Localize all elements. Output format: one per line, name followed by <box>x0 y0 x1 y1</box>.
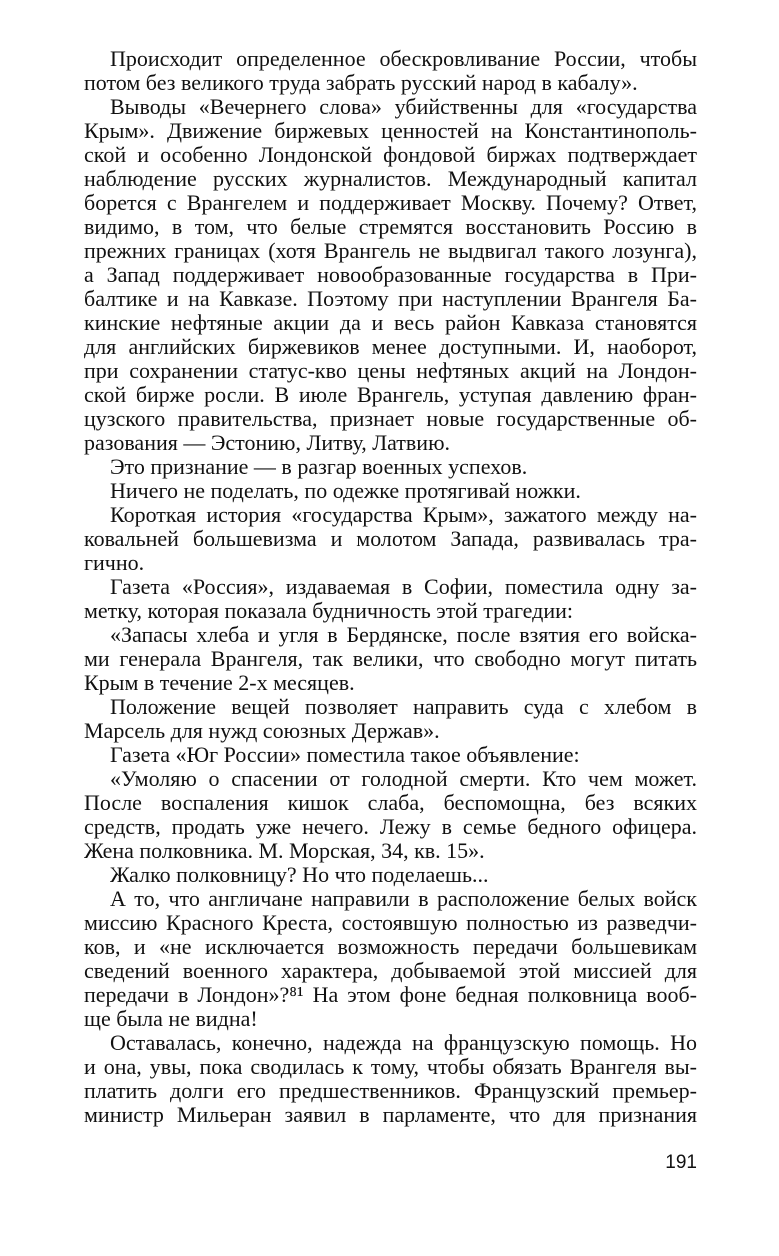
paragraph <box>84 743 697 767</box>
text-line: Это признание — в разгар военных успехов. <box>110 454 528 479</box>
text-line: средств, продать уже нечего. Лежу в семье бедного офицера. <box>84 815 697 839</box>
text-line: для английских биржевиков менее доступными. И, наоборот, <box>84 335 697 359</box>
text-line: Жалко полковницу? Но что поделаешь... <box>110 862 489 887</box>
text-line: «Запасы хлеба и угля в Бердянске, после взятия его войска- <box>110 623 697 647</box>
text-line: ще была не видна! <box>84 1006 258 1031</box>
page-number: 191 <box>665 1152 697 1173</box>
text-line: После воспаления кишок слаба, беспомощна, без всяких <box>84 791 697 815</box>
paragraph <box>84 47 697 95</box>
text-line: передачи в Лондон»?⁸¹ На этом фоне бедная полковница вооб- <box>84 983 697 1007</box>
text-line: Крым в течение 2-х месяцев. <box>84 670 355 695</box>
text-line: Положение вещей позволяет направить суда с хлебом в <box>110 695 697 719</box>
text-line: «Умоляю о спасении от голодной смерти. Кто чем может. <box>110 767 697 791</box>
text-line: Короткая история «государства Крым», зажатого между на- <box>110 503 697 527</box>
text-line: А то, что англичане направили в расположение белых войск <box>110 887 697 911</box>
text-line: Жена полковника. М. Морская, 34, кв. 15». <box>84 838 485 863</box>
text-line: разования — Эстонию, Литву, Латвию. <box>84 430 451 455</box>
text-line: прежних границах (хотя Врангель не выдвигал такого лозунга), <box>84 239 697 263</box>
page-body-text <box>84 47 697 1127</box>
text-line: цузского правительства, признает новые государственные об- <box>84 407 697 431</box>
paragraph <box>84 1031 697 1127</box>
paragraph <box>84 863 697 887</box>
text-line: наблюдение русских журналистов. Международный капитал <box>84 167 697 191</box>
text-line: ков, и «не исключается возможность передачи большевикам <box>84 935 697 959</box>
text-line: миссию Красного Креста, состоявшую полностью из разведчи- <box>84 911 697 935</box>
text-line: платить долги его предшественников. Французский премьер- <box>84 1079 697 1103</box>
text-line: Газета «Юг России» поместила такое объявление: <box>110 742 580 767</box>
text-line: кинские нефтяные акции да и весь район Кавказа становятся <box>84 311 697 335</box>
text-line: Происходит определенное обескровливание России, чтобы <box>110 47 697 71</box>
paragraph <box>84 887 697 1031</box>
text-line: Ничего не поделать, по одежке протягивай ножки. <box>110 478 581 503</box>
text-line: а Запад поддерживает новообразованные государства в При- <box>84 263 697 287</box>
text-line: борется с Врангелем и поддерживает Москву. Почему? Ответ, <box>84 191 697 215</box>
paragraph <box>84 95 697 455</box>
text-line: ковальней большевизма и молотом Запада, развивалась тра- <box>84 527 697 551</box>
text-line: ской и особенно Лондонской фондовой биржах подтверждает <box>84 143 697 167</box>
text-line: потом без великого труда забрать русский народ в кабалу». <box>84 70 638 95</box>
text-line: при сохранении статус-кво цены нефтяных акций на Лондон- <box>84 359 697 383</box>
paragraph <box>84 695 697 743</box>
text-line: ми генерала Врангеля, так велики, что свободно могут питать <box>84 647 697 671</box>
paragraph <box>84 623 697 695</box>
paragraph <box>84 479 697 503</box>
paragraph <box>84 503 697 575</box>
paragraph <box>84 455 697 479</box>
text-line: Крым». Движение биржевых ценностей на Константинополь- <box>84 119 697 143</box>
paragraph <box>84 767 697 863</box>
text-line: ской бирже росли. В июле Врангель, уступая давлению фран- <box>84 383 697 407</box>
text-line: метку, которая показала будничность этой трагедии: <box>84 598 574 623</box>
text-line: сведений военного характера, добываемой этой миссией для <box>84 959 697 983</box>
text-line: Газета «Россия», издаваемая в Софии, поместила одну за- <box>110 575 697 599</box>
text-line: Оставалась, конечно, надежда на французскую помощь. Но <box>110 1031 697 1055</box>
paragraph <box>84 575 697 623</box>
text-line: видимо, в том, что белые стремятся восстановить Россию в <box>84 215 697 239</box>
text-line: и она, увы, пока сводилась к тому, чтобы обязать Врангеля вы- <box>84 1055 697 1079</box>
text-line: гично. <box>84 550 145 575</box>
text-line: министр Мильеран заявил в парламенте, что для признания <box>84 1103 697 1127</box>
text-line: балтике и на Кавказе. Поэтому при наступлении Врангеля Ба- <box>84 287 697 311</box>
text-line: Марсель для нужд союзных Держав». <box>84 718 440 743</box>
text-line: Выводы «Вечернего слова» убийственны для «государства <box>110 95 697 119</box>
